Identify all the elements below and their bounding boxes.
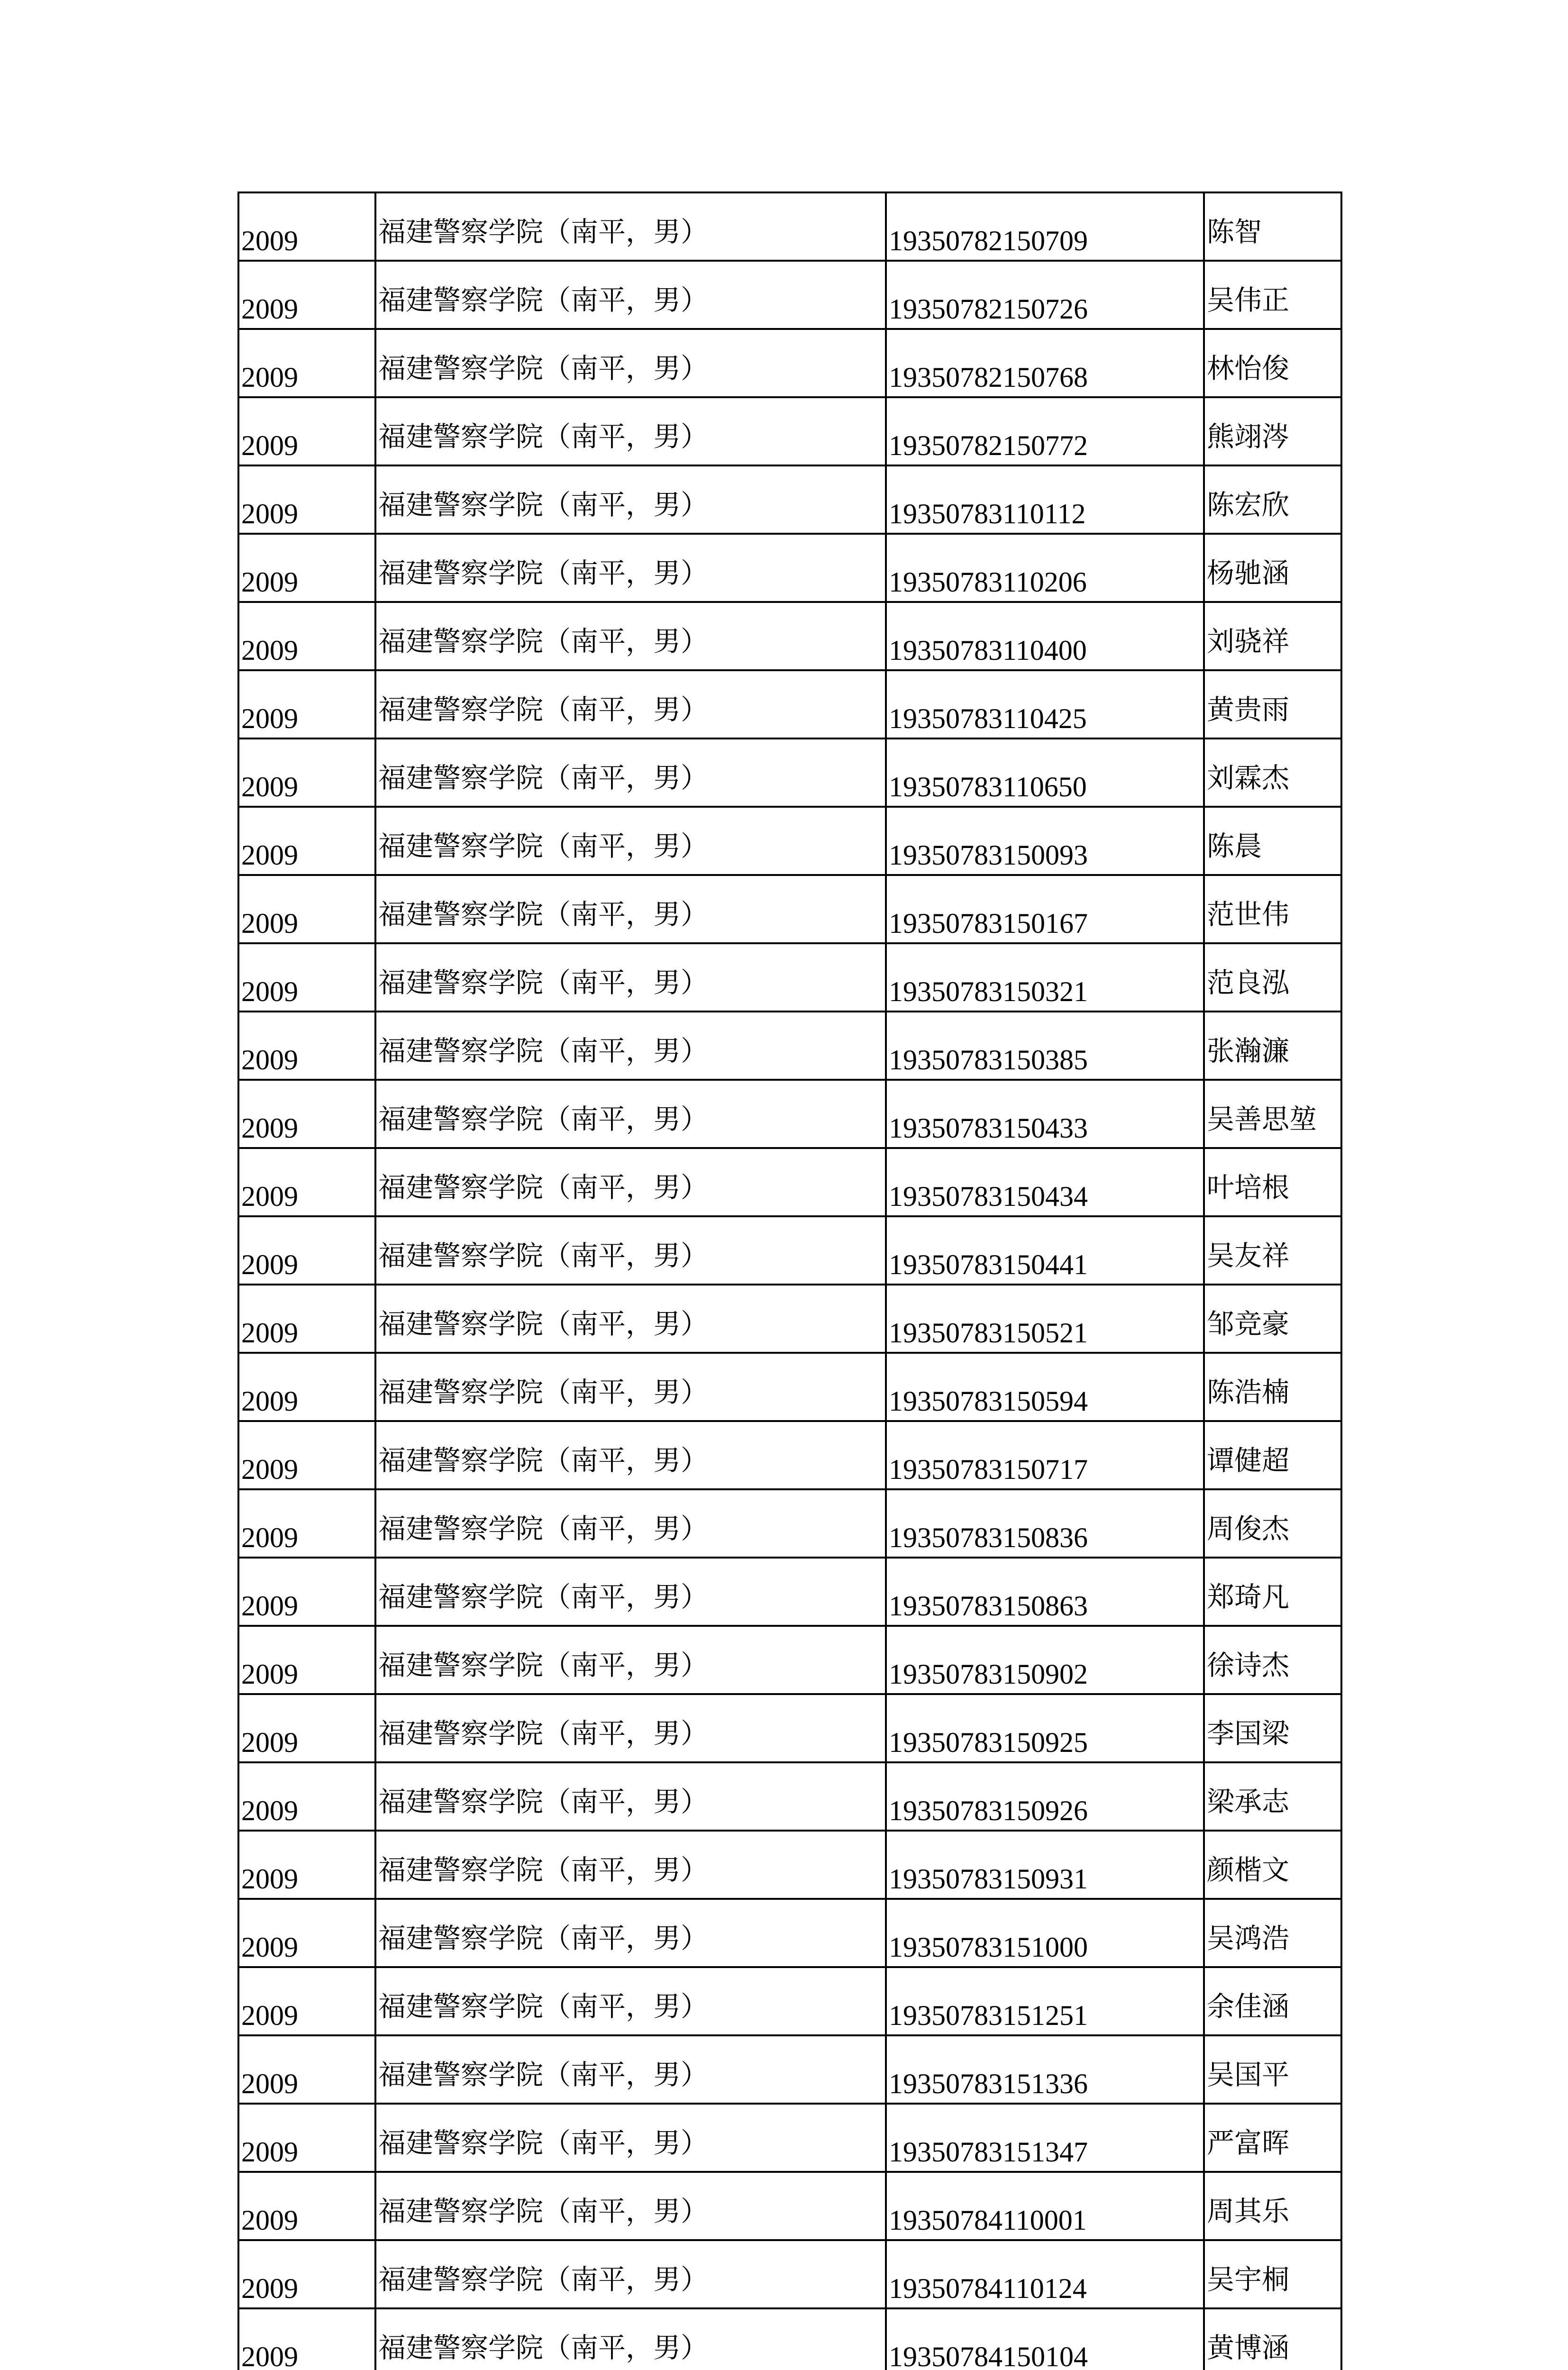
school-cell: 福建警察学院（南平，男）	[375, 1762, 886, 1831]
table-row	[238, 1216, 1341, 1285]
school-cell: 福建警察学院（南平，男）	[375, 1626, 886, 1694]
table-row	[238, 1285, 1341, 1353]
school-cell: 福建警察学院（南平，男）	[375, 2240, 886, 2308]
exam-id-cell: 19350783150385	[886, 1012, 1204, 1080]
student-name-cell: 吴国平	[1204, 2035, 1341, 2104]
table-row	[238, 1626, 1341, 1694]
year-cell: 2009	[238, 670, 375, 738]
table-row	[238, 1148, 1341, 1216]
student-name-cell: 梁承志	[1204, 1762, 1341, 1831]
table-row	[238, 1353, 1341, 1421]
year-cell: 2009	[238, 1421, 375, 1489]
exam-id-cell: 19350783151336	[886, 2035, 1204, 2104]
year-cell: 2009	[238, 2172, 375, 2240]
year-cell: 2009	[238, 1216, 375, 1285]
table-row	[238, 397, 1341, 465]
table-row	[238, 738, 1341, 807]
exam-id-cell: 19350782150709	[886, 192, 1204, 261]
year-cell: 2009	[238, 1353, 375, 1421]
school-cell: 福建警察学院（南平，男）	[375, 1421, 886, 1489]
year-cell: 2009	[238, 2035, 375, 2104]
year-cell: 2009	[238, 1558, 375, 1626]
year-cell: 2009	[238, 2104, 375, 2172]
student-name-cell: 严富晖	[1204, 2104, 1341, 2172]
school-cell: 福建警察学院（南平，男）	[375, 1148, 886, 1216]
student-name-cell: 陈宏欣	[1204, 465, 1341, 534]
school-cell: 福建警察学院（南平，男）	[375, 2104, 886, 2172]
year-cell: 2009	[238, 2308, 375, 2370]
student-name-cell: 吴伟正	[1204, 261, 1341, 329]
exam-id-cell: 19350783150594	[886, 1353, 1204, 1421]
admission-table-body	[238, 192, 1341, 2370]
school-cell: 福建警察学院（南平，男）	[375, 943, 886, 1012]
table-row	[238, 1012, 1341, 1080]
school-cell: 福建警察学院（南平，男）	[375, 1080, 886, 1148]
student-name-cell: 李国梁	[1204, 1694, 1341, 1762]
year-cell: 2009	[238, 807, 375, 875]
student-name-cell: 陈智	[1204, 192, 1341, 261]
school-cell: 福建警察学院（南平，男）	[375, 192, 886, 261]
table-row	[238, 1762, 1341, 1831]
student-name-cell: 刘骁祥	[1204, 602, 1341, 670]
school-cell: 福建警察学院（南平，男）	[375, 1012, 886, 1080]
student-name-cell: 吴善思堃	[1204, 1080, 1341, 1148]
school-cell: 福建警察学院（南平，男）	[375, 1899, 886, 1967]
exam-id-cell: 19350782150772	[886, 397, 1204, 465]
year-cell: 2009	[238, 397, 375, 465]
student-name-cell: 周俊杰	[1204, 1489, 1341, 1558]
table-row	[238, 534, 1341, 602]
student-name-cell: 黄贵雨	[1204, 670, 1341, 738]
student-name-cell: 黄博涵	[1204, 2308, 1341, 2370]
exam-id-cell: 19350783151347	[886, 2104, 1204, 2172]
exam-id-cell: 19350783150434	[886, 1148, 1204, 1216]
exam-id-cell: 19350783110112	[886, 465, 1204, 534]
table-row	[238, 670, 1341, 738]
school-cell: 福建警察学院（南平，男）	[375, 534, 886, 602]
year-cell: 2009	[238, 1489, 375, 1558]
admission-table	[237, 191, 1342, 2370]
school-cell: 福建警察学院（南平，男）	[375, 1558, 886, 1626]
year-cell: 2009	[238, 875, 375, 943]
student-name-cell: 刘霖杰	[1204, 738, 1341, 807]
exam-id-cell: 19350783110400	[886, 602, 1204, 670]
school-cell: 福建警察学院（南平，男）	[375, 1831, 886, 1899]
year-cell: 2009	[238, 1626, 375, 1694]
student-name-cell: 邹竞豪	[1204, 1285, 1341, 1353]
exam-id-cell: 19350782150768	[886, 329, 1204, 397]
table-row	[238, 875, 1341, 943]
school-cell: 福建警察学院（南平，男）	[375, 1694, 886, 1762]
table-row	[238, 1831, 1341, 1899]
exam-id-cell: 19350782150726	[886, 261, 1204, 329]
table-row	[238, 329, 1341, 397]
year-cell: 2009	[238, 1831, 375, 1899]
table-row	[238, 807, 1341, 875]
table-row	[238, 2172, 1341, 2240]
table-row	[238, 1489, 1341, 1558]
table-row	[238, 261, 1341, 329]
year-cell: 2009	[238, 261, 375, 329]
table-row	[238, 1899, 1341, 1967]
exam-id-cell: 19350783150167	[886, 875, 1204, 943]
year-cell: 2009	[238, 738, 375, 807]
school-cell: 福建警察学院（南平，男）	[375, 1216, 886, 1285]
student-name-cell: 林怡俊	[1204, 329, 1341, 397]
table-row	[238, 2240, 1341, 2308]
school-cell: 福建警察学院（南平，男）	[375, 1489, 886, 1558]
exam-id-cell: 19350783150925	[886, 1694, 1204, 1762]
school-cell: 福建警察学院（南平，男）	[375, 602, 886, 670]
student-name-cell: 陈浩楠	[1204, 1353, 1341, 1421]
exam-id-cell: 19350784110001	[886, 2172, 1204, 2240]
student-name-cell: 杨驰涵	[1204, 534, 1341, 602]
student-name-cell: 张瀚濂	[1204, 1012, 1341, 1080]
student-name-cell: 余佳涵	[1204, 1967, 1341, 2035]
exam-id-cell: 19350783151000	[886, 1899, 1204, 1967]
exam-id-cell: 19350783150433	[886, 1080, 1204, 1148]
school-cell: 福建警察学院（南平，男）	[375, 2308, 886, 2370]
year-cell: 2009	[238, 1148, 375, 1216]
school-cell: 福建警察学院（南平，男）	[375, 261, 886, 329]
year-cell: 2009	[238, 1080, 375, 1148]
table-row	[238, 2308, 1341, 2370]
student-name-cell: 吴宇桐	[1204, 2240, 1341, 2308]
school-cell: 福建警察学院（南平，男）	[375, 807, 886, 875]
exam-id-cell: 19350784150104	[886, 2308, 1204, 2370]
year-cell: 2009	[238, 465, 375, 534]
exam-id-cell: 19350784110124	[886, 2240, 1204, 2308]
student-name-cell: 颜楷文	[1204, 1831, 1341, 1899]
exam-id-cell: 19350783150717	[886, 1421, 1204, 1489]
table-row	[238, 2104, 1341, 2172]
year-cell: 2009	[238, 1012, 375, 1080]
year-cell: 2009	[238, 2240, 375, 2308]
exam-id-cell: 19350783150931	[886, 1831, 1204, 1899]
exam-id-cell: 19350783110650	[886, 738, 1204, 807]
school-cell: 福建警察学院（南平，男）	[375, 875, 886, 943]
school-cell: 福建警察学院（南平，男）	[375, 670, 886, 738]
student-name-cell: 范世伟	[1204, 875, 1341, 943]
table-row	[238, 1558, 1341, 1626]
student-name-cell: 范良泓	[1204, 943, 1341, 1012]
school-cell: 福建警察学院（南平，男）	[375, 329, 886, 397]
table-row	[238, 943, 1341, 1012]
table-row	[238, 1967, 1341, 2035]
school-cell: 福建警察学院（南平，男）	[375, 2035, 886, 2104]
exam-id-cell: 19350783110425	[886, 670, 1204, 738]
exam-id-cell: 19350783150902	[886, 1626, 1204, 1694]
table-row	[238, 1080, 1341, 1148]
student-name-cell: 熊翊涔	[1204, 397, 1341, 465]
table-row	[238, 602, 1341, 670]
school-cell: 福建警察学院（南平，男）	[375, 1285, 886, 1353]
exam-id-cell: 19350783110206	[886, 534, 1204, 602]
student-name-cell: 陈晨	[1204, 807, 1341, 875]
year-cell: 2009	[238, 329, 375, 397]
exam-id-cell: 19350783150321	[886, 943, 1204, 1012]
school-cell: 福建警察学院（南平，男）	[375, 1353, 886, 1421]
table-row	[238, 1694, 1341, 1762]
year-cell: 2009	[238, 1899, 375, 1967]
school-cell: 福建警察学院（南平，男）	[375, 738, 886, 807]
year-cell: 2009	[238, 192, 375, 261]
year-cell: 2009	[238, 534, 375, 602]
exam-id-cell: 19350783151251	[886, 1967, 1204, 2035]
table-row	[238, 465, 1341, 534]
table-row	[238, 1421, 1341, 1489]
table-row	[238, 192, 1341, 261]
student-name-cell: 叶培根	[1204, 1148, 1341, 1216]
year-cell: 2009	[238, 1285, 375, 1353]
school-cell: 福建警察学院（南平，男）	[375, 2172, 886, 2240]
year-cell: 2009	[238, 602, 375, 670]
year-cell: 2009	[238, 943, 375, 1012]
exam-id-cell: 19350783150836	[886, 1489, 1204, 1558]
exam-id-cell: 19350783150441	[886, 1216, 1204, 1285]
student-name-cell: 周其乐	[1204, 2172, 1341, 2240]
student-name-cell: 郑琦凡	[1204, 1558, 1341, 1626]
school-cell: 福建警察学院（南平，男）	[375, 1967, 886, 2035]
student-name-cell: 谭健超	[1204, 1421, 1341, 1489]
school-cell: 福建警察学院（南平，男）	[375, 465, 886, 534]
school-cell: 福建警察学院（南平，男）	[375, 397, 886, 465]
exam-id-cell: 19350783150093	[886, 807, 1204, 875]
exam-id-cell: 19350783150521	[886, 1285, 1204, 1353]
year-cell: 2009	[238, 1694, 375, 1762]
table-row	[238, 2035, 1341, 2104]
student-name-cell: 吴友祥	[1204, 1216, 1341, 1285]
year-cell: 2009	[238, 1967, 375, 2035]
student-name-cell: 吴鸿浩	[1204, 1899, 1341, 1967]
year-cell: 2009	[238, 1762, 375, 1831]
exam-id-cell: 19350783150863	[886, 1558, 1204, 1626]
student-name-cell: 徐诗杰	[1204, 1626, 1341, 1694]
exam-id-cell: 19350783150926	[886, 1762, 1204, 1831]
